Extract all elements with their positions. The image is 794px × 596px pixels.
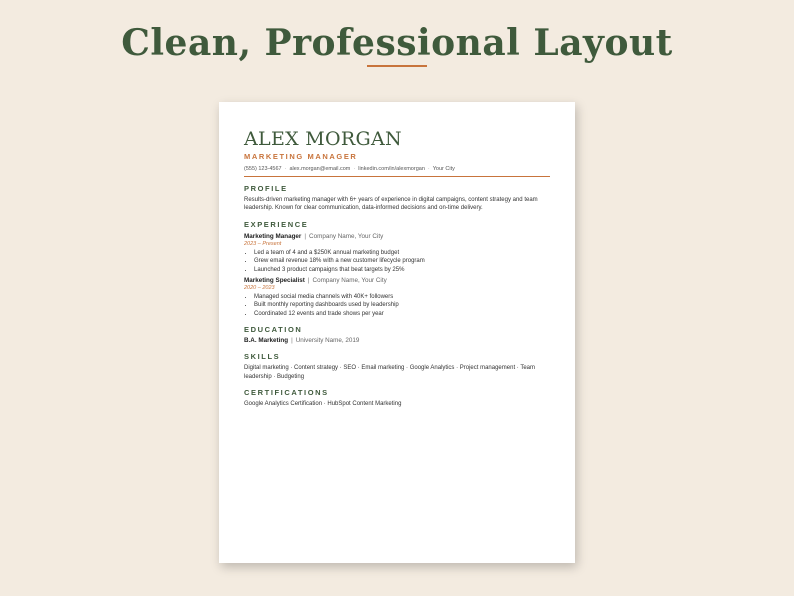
resume-role: MARKETING MANAGER <box>244 152 358 161</box>
job-bullet: • Built monthly reporting dashboards used by leadership <box>254 301 550 309</box>
contact-line <box>244 165 550 173</box>
education-separator: | <box>291 336 293 344</box>
job-position: Marketing Manager <box>244 232 302 240</box>
job-dates: 2023 – Present <box>244 241 282 248</box>
contact-separator: · <box>284 166 287 172</box>
job-dates: 2020 – 2023 <box>244 285 275 292</box>
job-entry <box>244 233 550 274</box>
education-degree: B.A. Marketing <box>244 336 289 344</box>
contact-email: alex.morgan@email.com <box>289 166 351 172</box>
certifications-heading: CERTIFICATIONS <box>244 387 329 397</box>
contact-separator: · <box>353 166 356 172</box>
job-separator: | <box>304 232 307 240</box>
headline-underline <box>367 65 427 67</box>
contact-linkedin: linkedin.com/in/alexmorgan <box>358 166 425 172</box>
skills-heading: SKILLS <box>244 352 281 362</box>
resume-name: ALEX MORGAN <box>244 128 402 150</box>
page-headline: Clean, Professional Layout <box>121 22 673 64</box>
job-position: Marketing Specialist <box>244 276 305 284</box>
experience-heading: EXPERIENCE <box>244 219 309 229</box>
job-company: Company Name, Your City <box>309 232 384 240</box>
job-title-line <box>244 233 550 242</box>
job-bullet: • Led a team of 4 and a $250K annual marketing budget <box>254 249 550 257</box>
education-line <box>244 337 550 346</box>
job-separator: | <box>307 276 310 284</box>
job-bullet: • Launched 3 product campaigns that beat targets by 25% <box>254 266 550 274</box>
skills-text: Digital marketing · Content strategy · SEO · Email marketing · Google Analytics · Project management · Team leadership · Budgeting <box>244 365 536 380</box>
contact-phone: (555) 123-4567 <box>244 166 282 172</box>
certifications-text: Google Analytics Certification · HubSpot Content Marketing <box>244 400 402 407</box>
job-bullet: • Managed social media channels with 40K+ followers <box>254 293 550 301</box>
job-bullet: • Grew email revenue 18% with a new customer lifecycle program <box>254 257 550 265</box>
education-heading: EDUCATION <box>244 324 303 334</box>
education-school: University Name, 2019 <box>295 336 360 344</box>
job-title-line <box>244 277 550 286</box>
job-bullets <box>244 293 550 318</box>
job-company: Company Name, Your City <box>312 276 387 284</box>
profile-heading: PROFILE <box>244 184 288 194</box>
job-bullets <box>244 249 550 274</box>
job-bullet: • Coordinated 12 events and trade shows per year <box>254 310 550 318</box>
contact-separator: · <box>427 166 430 172</box>
resume-page <box>219 102 575 563</box>
resume-content <box>244 127 550 408</box>
job-entry <box>244 277 550 318</box>
contact-location: Your City <box>432 166 455 172</box>
profile-text: Results-driven marketing manager with 6+ years of experience in digital campaigns, content strategy and team leadership. Known for clear communication, data-informed decisions and on-time delivery. <box>244 197 538 212</box>
header-divider <box>244 176 550 177</box>
